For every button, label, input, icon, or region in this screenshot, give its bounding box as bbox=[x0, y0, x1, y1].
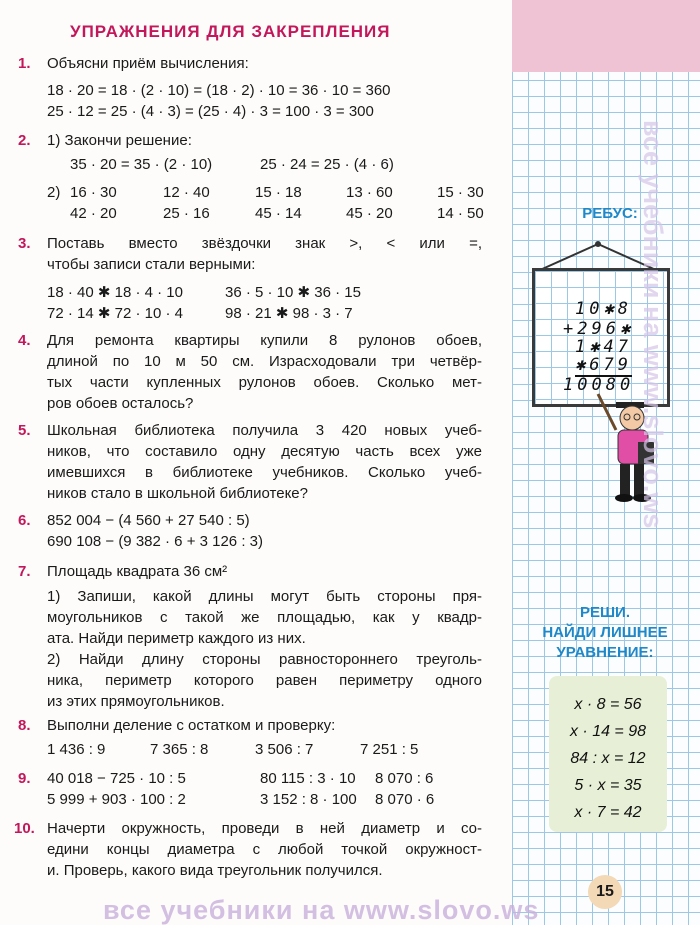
ex7-line3: ата. Найди периметр каждого из них. bbox=[47, 630, 306, 647]
ex2-b: 25 · 24 = 25 · (4 · 6) bbox=[260, 156, 394, 173]
ex8-number: 8. bbox=[18, 717, 31, 734]
rebus-row-4: ✱679 bbox=[575, 355, 632, 375]
ex10-line3: и. Проверь, какого вида треугольник получился. bbox=[47, 862, 383, 879]
ex9-r1c2: 80 115 : 3 · 10 bbox=[260, 770, 356, 787]
ex7-line2: моугольников с такой же площадью, как у квадр- bbox=[47, 609, 482, 626]
ex3-r2b: 98 · 21 ✱ 98 · 3 · 7 bbox=[225, 305, 353, 322]
ex4-line2: длиной по 10 м 50 см. Израсходовали три четвёр- bbox=[47, 353, 482, 370]
ex6-line1: 852 004 − (4 560 + 27 540 : 5) bbox=[47, 512, 250, 529]
ex9-r2c3: 8 070 · 6 bbox=[375, 791, 435, 808]
ex4-line1: Для ремонта квартиры купили 8 рулонов обоев, bbox=[47, 332, 482, 349]
ex3-r1b: 36 · 5 · 10 ✱ 36 · 15 bbox=[225, 284, 361, 301]
ex3-line1: Поставь вместо звёздочки знак >, < или =, bbox=[47, 235, 482, 252]
ex3-number: 3. bbox=[18, 235, 31, 252]
equation-3: 84 : x = 12 bbox=[570, 750, 646, 767]
ex5-line1: Школьная библиотека получила 3 420 новых учеб- bbox=[47, 422, 482, 439]
equation-5: x · 7 = 42 bbox=[574, 804, 642, 821]
ex2-part1: 1) Закончи решение: bbox=[47, 132, 192, 149]
equation-1: x · 8 = 56 bbox=[574, 696, 642, 713]
ex5-line4: ников стало в школьной библиотеке? bbox=[47, 485, 308, 502]
ex10-number: 10. bbox=[14, 820, 35, 837]
ex2-number: 2. bbox=[18, 132, 31, 149]
ex2-r1c3: 15 · 18 bbox=[255, 184, 302, 201]
rebus-row-1: 10✱8 bbox=[575, 299, 632, 319]
ex4-number: 4. bbox=[18, 332, 31, 349]
ex2-r2c4: 45 · 20 bbox=[346, 205, 393, 222]
ex2-r1c2: 12 · 40 bbox=[163, 184, 210, 201]
rebus-label: РЕБУС: bbox=[582, 205, 638, 222]
watermark-bottom: все учебники на www.slovo.ws bbox=[103, 895, 540, 925]
ex2-a: 35 · 20 = 35 · (2 · 10) bbox=[70, 156, 213, 173]
ex3-r2a: 72 · 14 ✱ 72 · 10 · 4 bbox=[47, 305, 183, 322]
ex3-r1a: 18 · 40 ✱ 18 · 4 · 10 bbox=[47, 284, 183, 301]
ex1-line1: 18 · 20 = 18 · (2 · 10) = (18 · 2) · 10 = 36 · 10 = 360 bbox=[47, 82, 391, 99]
ex6-line2: 690 108 − (9 382 · 6 + 3 126 : 3) bbox=[47, 533, 263, 550]
ex2-r2c2: 25 · 16 bbox=[163, 205, 210, 222]
page-number: 15 bbox=[588, 875, 622, 909]
sidebar-header-block bbox=[512, 0, 700, 72]
ex5-number: 5. bbox=[18, 422, 31, 439]
equation-4: 5 · x = 35 bbox=[574, 777, 642, 794]
ex10-line1: Начерти окружность, проведи в ней диаметр и со- bbox=[47, 820, 482, 837]
page-title: УПРАЖНЕНИЯ ДЛЯ ЗАКРЕПЛЕНИЯ bbox=[70, 22, 391, 41]
ex2-part2: 2) bbox=[47, 184, 61, 201]
rebus-row-3: 1✱47 bbox=[575, 337, 632, 357]
watermark-side: все учебники на www.slovo.ws bbox=[638, 120, 668, 529]
ex2-r2c1: 42 · 20 bbox=[70, 205, 117, 222]
rebus-row-5: 10080 bbox=[563, 375, 635, 395]
ex6-number: 6. bbox=[18, 512, 31, 529]
solve-label-1: РЕШИ. bbox=[579, 604, 631, 621]
ex5-line2: ников, что составило одну десятую часть всех уже bbox=[47, 443, 482, 460]
solve-label-2: НАЙДИ ЛИШНЕЕ bbox=[542, 624, 668, 641]
ex9-r1c1: 40 018 − 725 · 10 : 5 bbox=[47, 770, 186, 787]
ex8-text: Выполни деление с остатком и проверку: bbox=[47, 717, 336, 734]
ex5-line3: имевшихся в библиотеке учебников. Сколько учеб- bbox=[47, 464, 482, 481]
ex4-line4: ров обоев осталось? bbox=[47, 395, 194, 412]
ex9-r1c3: 8 070 : 6 bbox=[375, 770, 434, 787]
rebus-row-2: +296✱ bbox=[563, 319, 635, 339]
ex1-number: 1. bbox=[18, 55, 31, 72]
ex7-line4: 2) Найди длину стороны равностороннего треуголь- bbox=[47, 651, 482, 668]
ex9-r2c2: 3 152 : 8 · 100 bbox=[260, 791, 357, 808]
ex9-r2c1: 5 999 + 903 · 100 : 2 bbox=[47, 791, 186, 808]
ex2-r2c5: 14 · 50 bbox=[437, 205, 484, 222]
ex7-line5: ника, периметр которого равен периметру одного bbox=[47, 672, 482, 689]
ex9-number: 9. bbox=[18, 770, 31, 787]
solve-label-3: УРАВНЕНИЕ: bbox=[556, 644, 654, 661]
ex8-item4: 7 251 : 5 bbox=[360, 741, 419, 758]
ex1-text: Объясни приём вычисления: bbox=[47, 55, 249, 72]
ex2-r1c4: 13 · 60 bbox=[346, 184, 393, 201]
ex7-number: 7. bbox=[18, 563, 31, 580]
ex10-line2: едини концы диаметра с любой точкой окружност- bbox=[47, 841, 482, 858]
ex2-r1c5: 15 · 30 bbox=[437, 184, 484, 201]
ex2-r2c3: 45 · 14 bbox=[255, 205, 302, 222]
ex7-line1: 1) Запиши, какой длины могут быть стороны пря- bbox=[47, 588, 482, 605]
ex1-line2: 25 · 12 = 25 · (4 · 3) = (25 · 4) · 3 = 100 · 3 = 300 bbox=[47, 103, 374, 120]
ex8-item1: 1 436 : 9 bbox=[47, 741, 106, 758]
ex4-line3: тых части купленных рулонов обоев. Сколько мет- bbox=[47, 374, 482, 391]
ex8-item3: 3 506 : 7 bbox=[255, 741, 314, 758]
ex2-r1c1: 16 · 30 bbox=[70, 184, 117, 201]
ex7-line6: из этих прямоугольников. bbox=[47, 693, 225, 710]
ex7-head: Площадь квадрата 36 см² bbox=[47, 563, 228, 580]
ex3-line2: чтобы записи стали верными: bbox=[47, 256, 256, 273]
ex8-item2: 7 365 : 8 bbox=[150, 741, 209, 758]
equation-2: x · 14 = 98 bbox=[569, 723, 647, 740]
